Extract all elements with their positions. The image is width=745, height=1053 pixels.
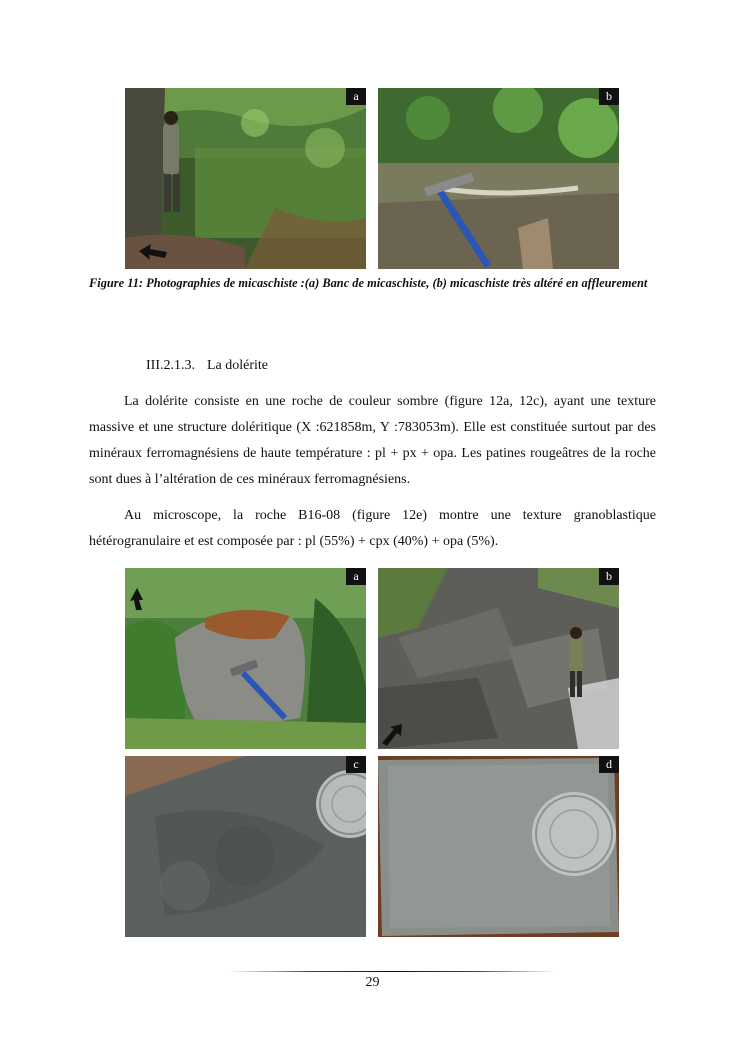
figure12-photo-b bbox=[378, 568, 619, 749]
figure11-panel-letter-a: a bbox=[346, 88, 366, 105]
figure12-panel-letter-b: b bbox=[599, 568, 619, 585]
paragraph-2: Au microscope, la roche B16-08 (figure 12e) montre une texture granoblastique hétérogranulaire et est composée par : pl (55%) + cpx (40%) + opa (5%). bbox=[89, 508, 656, 549]
section-title: La dolérite bbox=[207, 358, 269, 373]
figure12-panel-letter-a: a bbox=[346, 568, 366, 585]
figure11-panel-letter-b: b bbox=[599, 88, 619, 105]
figure11-photo-b bbox=[378, 88, 619, 269]
arrow-icon bbox=[125, 568, 366, 749]
figure12-panel-letter-d: d bbox=[599, 756, 619, 773]
arrow-icon bbox=[378, 568, 619, 749]
page-number: 29 bbox=[365, 975, 380, 990]
arrow-icon bbox=[125, 88, 366, 269]
figure12-photo-a bbox=[125, 568, 366, 749]
figure11-photo-a bbox=[125, 88, 366, 269]
figure12-photo-c bbox=[125, 756, 366, 937]
figure12-photo-d bbox=[378, 756, 619, 937]
figure12-panel-letter-c: c bbox=[346, 756, 366, 773]
footer-rule bbox=[228, 971, 558, 972]
section-number: III.2.1.3. bbox=[146, 358, 195, 373]
section-heading bbox=[146, 357, 268, 375]
paragraph-1: La dolérite consiste en une roche de couleur sombre (figure 12a, 12c), ayant une texture massive et une structure doléritique (X :621858m, Y :783053m). Elle est constituée surtout par des minéraux ferromagnésiens de haute température : pl + px + opa. Les patines rougeâtres de la roche sont dues à l’altération de ces minéraux ferromagnésiens. bbox=[89, 394, 656, 487]
figure11-caption: Figure 11: Photographies de micaschiste :(a) Banc de micaschiste, (b) micaschiste très altéré en affleurement bbox=[89, 276, 648, 290]
